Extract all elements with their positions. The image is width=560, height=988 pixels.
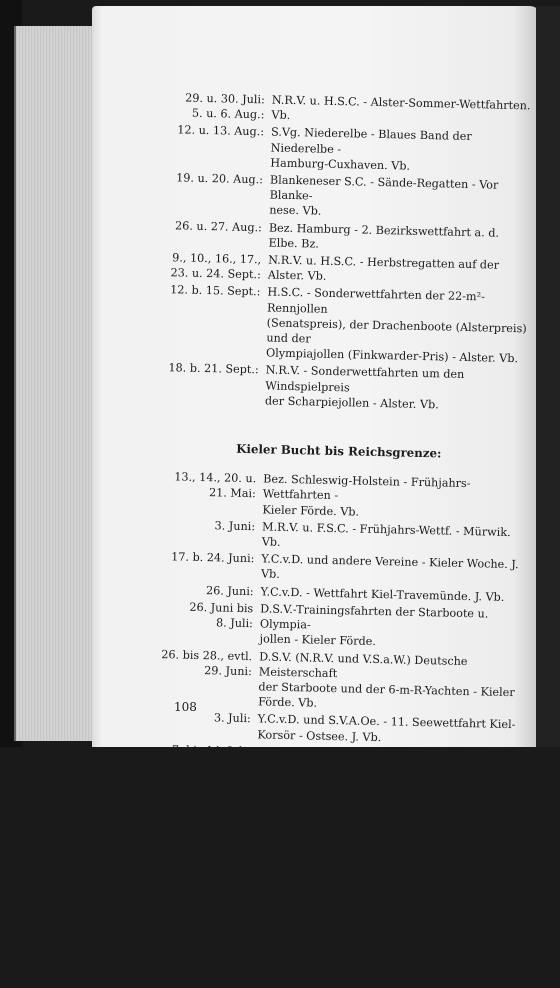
- entry-description: Blankeneser S.C. - Sände-Regatten - Vor Blanke- nese. Vb.: [269, 173, 499, 219]
- entry-description: N.R.V. u. H.S.C. - Herbstregatten auf der Alster. Vb.: [267, 253, 500, 284]
- entry-date: 26. u. 27. Aug.:: [174, 218, 263, 234]
- entry-description: H.S.C. - Sonderwettfahrten der 22-m²-Rennjollen (Senatspreis), der Drachenboote (Alsterpreis) und der Olympiajollen (Finkwarder-Pris) - Alster. Vb.: [265, 285, 527, 366]
- entry-description: S.Vg. Niederelbe - Blaues Band der Niederelbe - Hamburg-Cuxhaven. Vb.: [270, 125, 472, 173]
- schedule-entry: [146, 742, 517, 811]
- page-number: 108: [174, 700, 197, 714]
- entry-date: 19. u. 20. Aug.:: [176, 171, 264, 187]
- schedule-entry: [143, 884, 514, 938]
- entry-description: D.S.V. (N.R.V. und V.S.a.W.) Deutsche Meisterschaft der Starboote und der 6-m-R-Yachten - Kieler Förde. Vb.: [257, 649, 515, 710]
- entry-date: 26. Juni:: [205, 583, 254, 598]
- entry-date: 12. u. 13. Aug.:: [177, 123, 265, 139]
- entry-description: Kriegsmarine - V. Internationaler Marine-Pokal- Segel-Wettkampf der Starboote - Kieler Förde. J.: [255, 745, 493, 805]
- entry-date: 20. b. 26. Aug.:: [160, 838, 249, 854]
- entry-date: 9., 10., 16. u. 17. September:: [157, 933, 246, 964]
- entry-description: D.S.V.-Trainingsfahrten der Starboote u. Olympia- jollen - Kieler Förde.: [259, 602, 489, 649]
- regatta-schedule: [142, 90, 532, 988]
- entry-description: N.R.V. u. H.S.C. - Alster-Sommer-Wettfahrten. Vb.: [271, 93, 531, 123]
- schedule-entry: [160, 122, 531, 176]
- schedule-entry: [144, 837, 515, 891]
- entry-description: Y.C.v.D. und S.V.A.Oe. - 11. Seewettfahrt Kiel- Korsör - Ostsee. J. Vb.: [257, 712, 516, 744]
- schedule-list-hamburg: [155, 90, 532, 414]
- entry-description: Bez. Hamburg - 2. Bezirkswettfahrt a. d. Elbe. Bz.: [268, 221, 500, 251]
- entry-description: M.R.V. u. F.S.C. - Frühjahrs-Wettf. - Mürwik. Vb.: [261, 520, 511, 549]
- entry-description: Y.C.v.D. - Wettfahrt Kiel-Travemünde. J. Vb.: [260, 585, 505, 604]
- book-page-edges: [14, 26, 98, 741]
- entry-description: N.R.V. - Sonderwettfahrten um den Windspielpreis der Scharpiejollen - Alster. Vb.: [264, 363, 465, 412]
- entry-date: 26. bis 28., evtl. 29. Juni:: [161, 647, 253, 678]
- entry-description: D.S.V. (Hamburger Flotte der Starboote) - Welt- meisterschaft der Starboote - Kieler Förde. J.: [254, 840, 510, 890]
- entry-description: Bezirk Schleswig-Holstein - Herbst-Wettfahrten - Kieler Förde. Vb.: [251, 935, 456, 982]
- schedule-entry: [149, 599, 520, 653]
- entry-date: 15. bis 24. Juli:: [163, 805, 249, 821]
- entry-date: 26. Juni bis 8. Juli:: [189, 600, 254, 631]
- schedule-list-kiel: [142, 469, 523, 986]
- schedule-entry: [159, 170, 530, 224]
- schedule-entry: [155, 360, 526, 414]
- facing-page-edge: [536, 6, 560, 747]
- schedule-entry: [148, 646, 519, 715]
- entry-description: Bezirk Schleswig-Holstein - Schlei-Woche. Vb.: [255, 807, 495, 837]
- entry-description: Y.C.v.D. und andere Vereine - Kieler Woche. J. Vb.: [260, 552, 519, 582]
- entry-description: Bez. Schleswig-Holstein - Frühjahrs-Wettfahrten - Kieler Förde. Vb.: [262, 472, 471, 519]
- entry-date: 3. Juli:: [213, 711, 251, 726]
- entry-date: 29. u. 30. Juli: 5. u. 6. Aug.:: [185, 91, 265, 122]
- schedule-entry: [142, 932, 513, 986]
- schedule-entry: [152, 469, 523, 523]
- entry-date: 25. b. 28. Aug.:: [159, 885, 247, 901]
- entry-date: 18. b. 21. Sept.:: [168, 361, 259, 377]
- entry-description: F.S.C. und M.R.V. - XIX. Nordmark-Woche - Kiel- Flensburg. J. Vb.: [252, 887, 497, 934]
- entry-date: 13., 14., 20. u. 21. Mai:: [174, 470, 257, 501]
- entry-date: 7. bis 14. Juli:: [171, 743, 251, 758]
- schedule-entry: [156, 282, 528, 366]
- entry-date: 12. b. 15. Sept.:: [170, 283, 261, 299]
- entry-date: 9., 10., 16., 17., 23. u. 24. Sept.:: [170, 251, 262, 282]
- section-heading: Kieler Bucht bis Reichsgrenze:: [236, 441, 442, 461]
- entry-date: 3. Juni:: [214, 519, 256, 534]
- entry-date: 17. b. 24. Juni:: [171, 550, 255, 566]
- book-page: [92, 6, 540, 982]
